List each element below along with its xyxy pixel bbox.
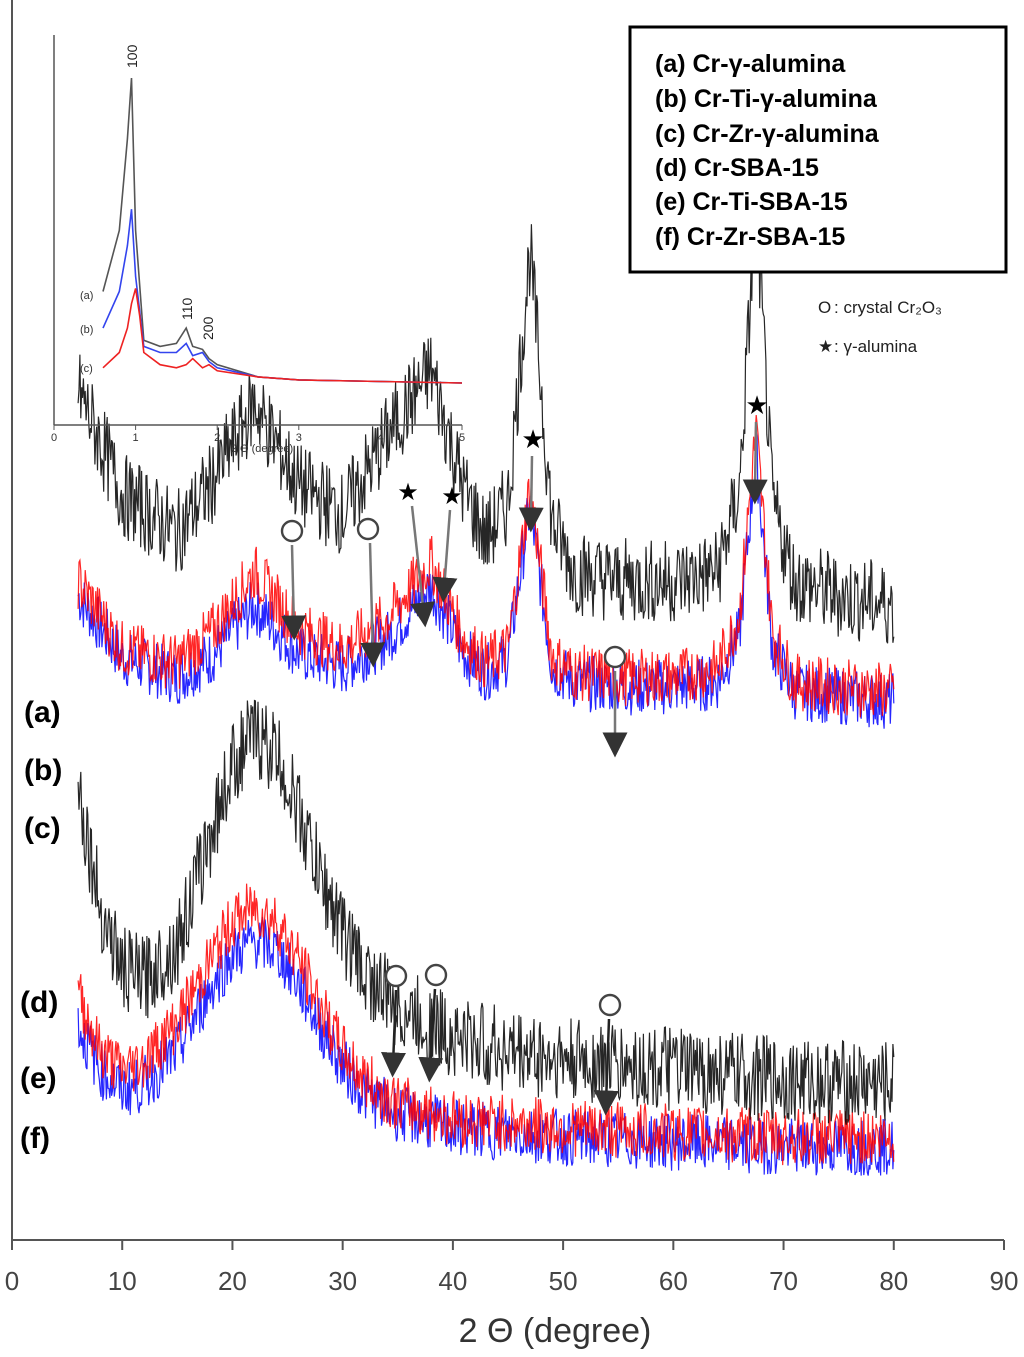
legend-entry-c: (c) Cr-Zr-γ-alumina [655, 120, 879, 148]
main-series-line-d [78, 701, 894, 1125]
main-x-tick-label: 80 [879, 1266, 909, 1296]
series-label-f: (f) [20, 1122, 50, 1155]
cr2o3-marker-3 [605, 647, 625, 667]
cr2o3-marker-6 [600, 995, 620, 1015]
alumina-star-4: ★ [745, 390, 769, 420]
inset-x-tick-label: 0 [50, 432, 58, 444]
note-cr2o3-symbol: O [818, 298, 832, 317]
inset-x-tick-label: 4 [377, 432, 384, 444]
legend-entry-f: (f) Cr-Zr-SBA-15 [655, 223, 846, 251]
alumina-star-3: ★ [521, 424, 545, 454]
series-label-e: (e) [20, 1062, 57, 1095]
inset-x-tick-label: 3 [295, 432, 302, 444]
note-alumina-symbol: ★ [818, 337, 834, 356]
arrow-5 [531, 456, 532, 520]
main-x-ticks [5, 1240, 1019, 1296]
series-label-d: (d) [20, 986, 59, 1019]
main-x-tick-label: 0 [4, 1266, 20, 1296]
series-label-b: (b) [24, 754, 63, 787]
arrow-10 [606, 1019, 609, 1103]
note-cr2o3-text: : crystal Cr₂O₃ [834, 298, 942, 317]
main-x-tick-label: 70 [769, 1266, 799, 1296]
inset-peak-label-110: 110 [179, 297, 195, 320]
cr2o3-marker-2 [358, 519, 378, 539]
inset-x-tick-label: 5 [458, 432, 466, 444]
marker-notes [818, 298, 942, 356]
cr2o3-marker-5 [426, 965, 446, 985]
main-x-tick-label: 30 [328, 1266, 358, 1296]
inset-series-group [103, 78, 462, 383]
inset-peak-label-100: 100 [124, 44, 140, 68]
inset-series-line-b [103, 209, 462, 383]
main-x-tick-label: 40 [438, 1266, 468, 1296]
inset-series-label-c: (c) [80, 363, 93, 375]
inset-peak-label-200: 200 [200, 316, 216, 340]
legend [630, 27, 1006, 272]
main-x-axis-label: 2 Θ (degree) [458, 1312, 652, 1350]
inset-series-label-a: (a) [80, 290, 94, 302]
main-x-tick-label: 60 [658, 1266, 688, 1296]
alumina-star-1: ★ [397, 479, 419, 506]
inset-x-tick-label: 1 [132, 432, 139, 444]
inset-plot [51, 35, 465, 455]
inset-series-label-b: (b) [80, 324, 94, 336]
cr2o3-marker-4 [386, 966, 406, 986]
legend-entry-d: (d) Cr-SBA-15 [655, 154, 819, 182]
main-x-tick-label: 90 [989, 1266, 1019, 1296]
cr2o3-marker-1 [282, 521, 302, 541]
series-label-a: (a) [24, 696, 61, 729]
main-x-tick-label: 20 [217, 1266, 247, 1296]
legend-entry-e: (e) Cr-Ti-SBA-15 [655, 188, 848, 216]
series-label-c: (c) [24, 812, 61, 845]
legend-entry-b: (b) Cr-Ti-γ-alumina [655, 85, 877, 113]
alumina-star-2: ★ [441, 483, 463, 510]
arrow-7 [755, 422, 756, 492]
main-x-tick-label: 50 [548, 1266, 578, 1296]
arrow-2 [370, 543, 373, 655]
inset-series-line-a [103, 78, 462, 383]
inset-x-axis-label: 2 Θ (degree) [230, 443, 294, 455]
note-alumina-text: : γ-alumina [834, 337, 918, 356]
main-x-tick-label: 10 [107, 1266, 137, 1296]
legend-entry-a: (a) Cr-γ-alumina [655, 50, 846, 78]
inset-x-tick-label: 2 [214, 432, 221, 444]
arrow-4 [444, 510, 450, 590]
